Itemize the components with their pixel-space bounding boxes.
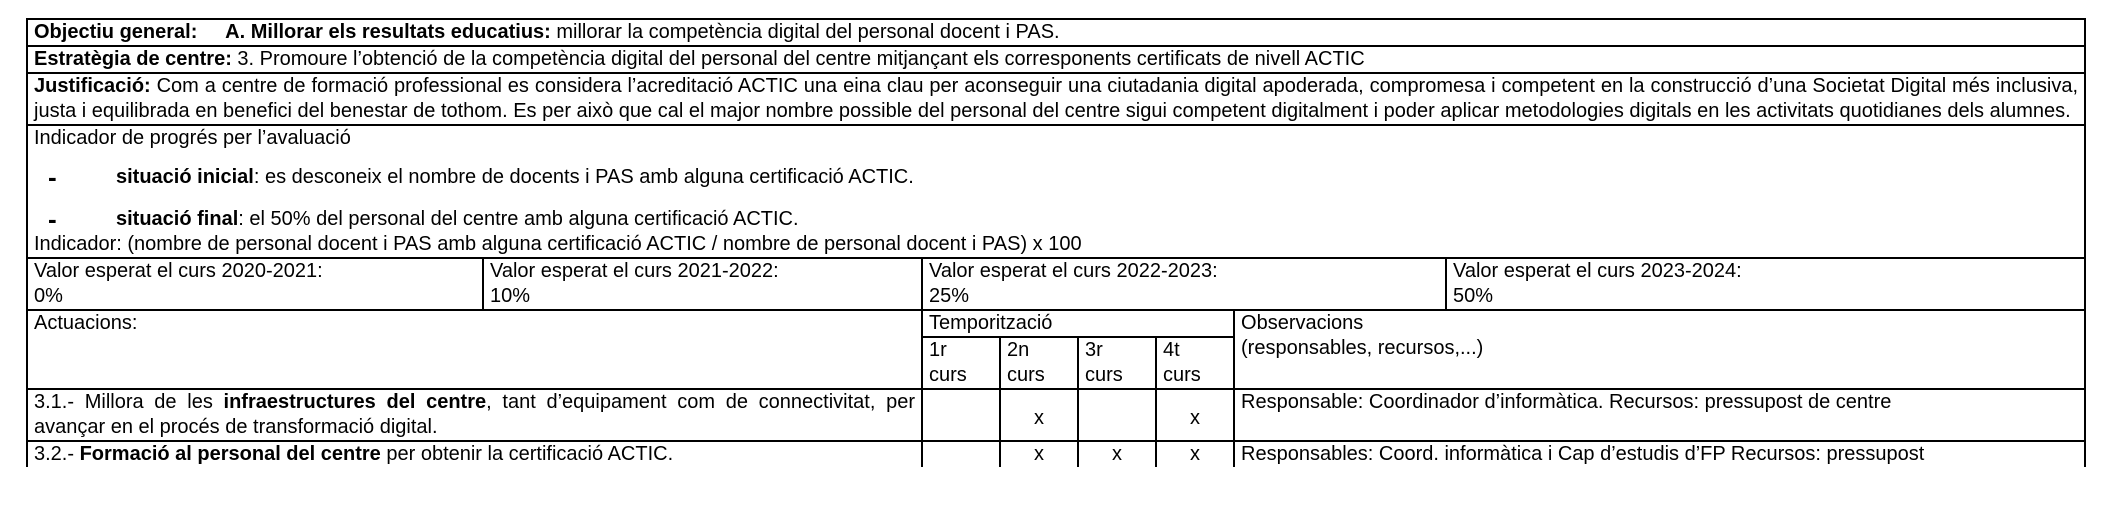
observations-title: Observacions (1241, 312, 1364, 334)
strategy-label: Estratègia de centre: (34, 48, 232, 70)
objective-cell (27, 19, 2085, 46)
action-row (27, 441, 2085, 467)
justification-text: Com a centre de formació professional es considera l’acreditació ACTIC una eina clau per aconseguir una ciutadania digital apoderada, compromesa i competent en la construcció d’una Societat Digital més inclusiva, justa i equilibrada en benefici del benestar de tothom. Es per això que cal el major nombre possible del personal del centre sigui competent digitalment i poder aplicar metodologies digitals en les activitats quotidianes dels alumnes. (34, 75, 2078, 122)
observations-subtitle: (responsables, recursos,...) (1241, 337, 1484, 359)
action-detail: , tant d’equipament com de connectivitat, per avançar en el procés de transformació digital. (34, 391, 915, 438)
mark-cell: x (1000, 389, 1078, 441)
actions-header: Actuacions: (27, 310, 922, 389)
timing-col-unit: curs (1007, 364, 1045, 386)
bullet-initial-label: situació inicial (116, 166, 254, 188)
objective-label: Objectiu general: (34, 21, 198, 43)
expected-label: Valor esperat el curs 2021-2022: (490, 260, 779, 282)
expected-values-table (26, 257, 2086, 311)
timing-col-unit: curs (1085, 364, 1123, 386)
mark-cell: x (1156, 441, 1234, 467)
bullet-final-label: situació final (116, 208, 239, 230)
indicator-row (27, 125, 2085, 258)
mark-cell: x (1156, 389, 1234, 441)
timing-col-num: 2n (1007, 339, 1030, 361)
mark-cell (1078, 389, 1156, 441)
mark-cell: x (1000, 441, 1078, 467)
indicator-title: Indicador de progrés per l’avaluació (34, 127, 351, 149)
bullet-initial-text: : es desconeix el nombre de docents i PAS amb alguna certificació ACTIC. (253, 166, 914, 188)
bullet-initial (48, 162, 2078, 192)
expected-label: Valor esperat el curs 2023-2024: (1453, 260, 1742, 282)
strategy-document (26, 18, 2086, 467)
action-number: 3.2.- (34, 443, 80, 465)
expected-value: 10% (490, 285, 531, 307)
timing-col-num: 4t (1163, 339, 1180, 361)
timing-col-num: 1r (929, 339, 947, 361)
action-title: Formació al personal del centre (79, 443, 381, 465)
objective-row (27, 19, 2085, 46)
action-title: infraestructures del centre (223, 391, 487, 413)
timing-col (1156, 337, 1234, 389)
justification-row (27, 73, 2085, 125)
header-table (26, 18, 2086, 259)
action-observation: Responsable: Coordinador d’informàtica. Recursos: pressupost de centre (1234, 389, 2085, 441)
action-number: 3.1.- Millora de les (34, 391, 224, 413)
expected-cell-2020 (27, 258, 483, 310)
expected-cell-2021 (483, 258, 922, 310)
expected-label: Valor esperat el curs 2022-2023: (929, 260, 1218, 282)
action-description (27, 441, 922, 467)
expected-cell-2023 (1446, 258, 2085, 310)
timing-col-unit: curs (1163, 364, 1201, 386)
timing-col-num: 3r (1085, 339, 1103, 361)
indicator-cell (27, 125, 2085, 258)
timing-col (922, 337, 1000, 389)
timing-col (1000, 337, 1078, 389)
expected-label: Valor esperat el curs 2020-2021: (34, 260, 323, 282)
mark-cell (922, 389, 1000, 441)
bullet-dash: - (48, 162, 57, 192)
objective-text: millorar la competència digital del personal docent i PAS. (550, 21, 1060, 43)
action-description (27, 389, 922, 441)
expected-value: 50% (1453, 285, 1494, 307)
bullet-final (48, 204, 2078, 234)
mark-cell: x (1078, 441, 1156, 467)
expected-value: 25% (929, 285, 970, 307)
mark-cell (922, 441, 1000, 467)
action-detail: per obtenir la certificació ACTIC. (380, 443, 674, 465)
expected-row (27, 258, 2085, 310)
observations-header (1234, 310, 2085, 389)
timing-col (1078, 337, 1156, 389)
actions-header-row (27, 310, 2085, 337)
expected-value: 0% (34, 285, 63, 307)
timing-col-unit: curs (929, 364, 967, 386)
strategy-text: 3. Promoure l’obtenció de la competència digital del personal del centre mitjançant els corresponents certificats de nivell ACTIC (231, 48, 1365, 70)
justification-cell (27, 73, 2085, 125)
expected-cell-2022 (922, 258, 1446, 310)
timing-header: Temporització (922, 310, 1234, 337)
action-observation: Responsables: Coord. informàtica i Cap d’estudis d’FP Recursos: pressupost (1234, 441, 2085, 467)
bullet-final-text: : el 50% del personal del centre amb alguna certificació ACTIC. (238, 208, 799, 230)
strategy-row (27, 46, 2085, 73)
objective-code: A. Millorar els resultats educatius: (225, 21, 551, 43)
bullet-dash: - (48, 204, 57, 234)
action-row (27, 389, 2085, 441)
indicator-formula: Indicador: (nombre de personal docent i PAS amb alguna certificació ACTIC / nombre de personal docent i PAS) x 100 (34, 233, 1082, 255)
strategy-cell (27, 46, 2085, 73)
justification-label: Justificació: (34, 75, 151, 97)
actions-table (26, 309, 2086, 467)
